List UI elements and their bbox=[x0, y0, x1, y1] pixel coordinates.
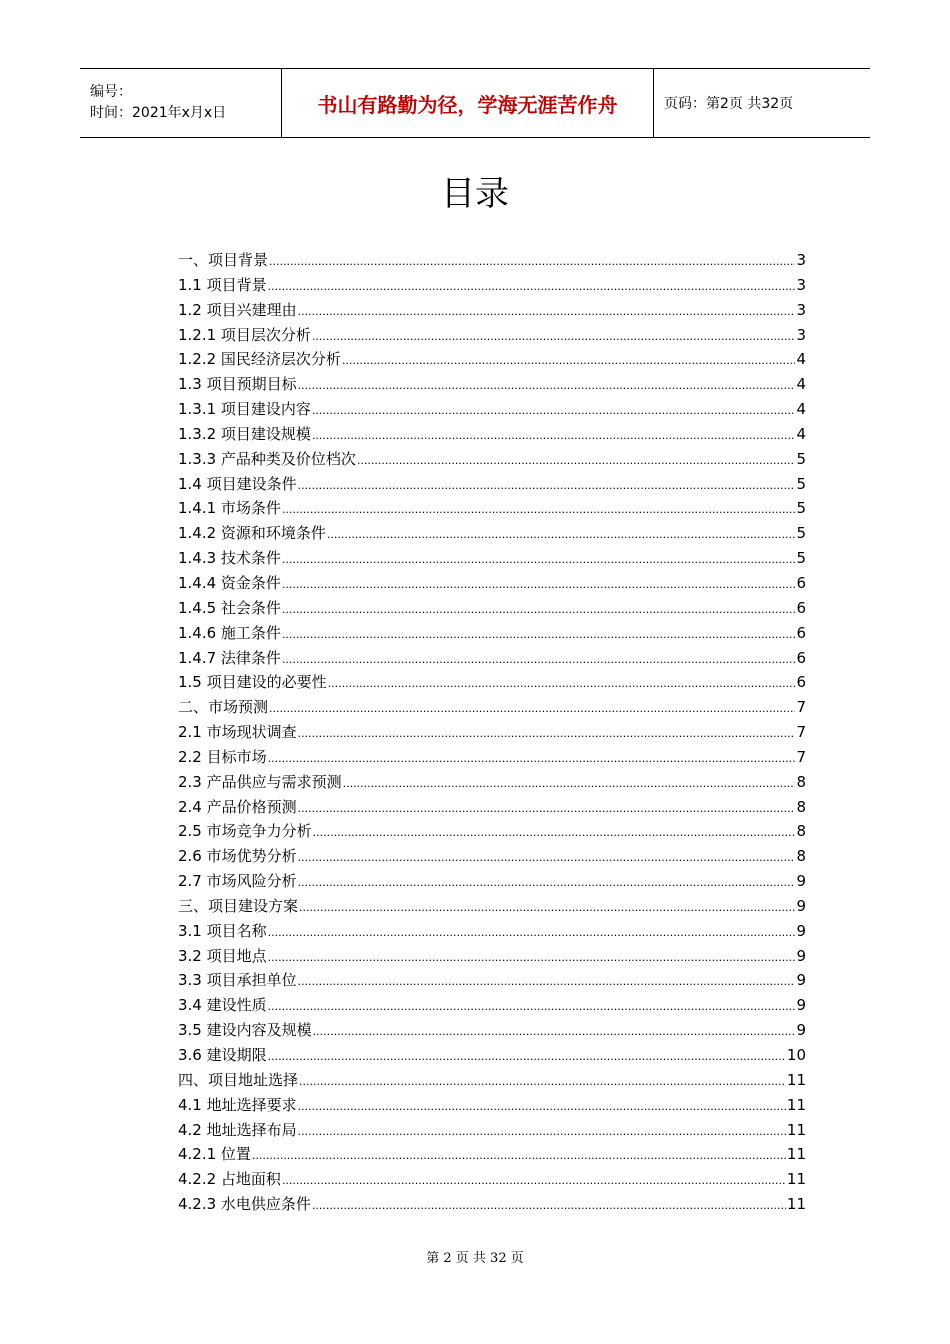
toc-entry[interactable] bbox=[178, 249, 806, 274]
toc-leader-dots bbox=[298, 876, 796, 889]
toc-entry[interactable] bbox=[178, 671, 806, 696]
toc-entry-label: 1.4.7 法律条件 bbox=[178, 648, 281, 667]
toc-entry-label: 1.5 项目建设的必要性 bbox=[178, 673, 327, 692]
toc-leader-dots bbox=[357, 454, 796, 467]
toc-entry-page: 5 bbox=[796, 524, 806, 543]
toc-entry-page: 9 bbox=[796, 872, 806, 891]
toc-entry-label: 4.2 地址选择布局 bbox=[178, 1120, 297, 1139]
toc-entry-label: 2.2 目标市场 bbox=[178, 747, 267, 766]
toc-entry-page: 3 bbox=[796, 300, 806, 319]
toc-entry-page: 9 bbox=[796, 921, 806, 940]
toc-entry[interactable] bbox=[178, 622, 806, 647]
toc-leader-dots bbox=[252, 1149, 786, 1162]
toc-leader-dots bbox=[343, 777, 796, 790]
toc-entry-page: 11 bbox=[786, 1120, 806, 1139]
toc-entry-page: 6 bbox=[796, 598, 806, 617]
toc-leader-dots bbox=[268, 1000, 796, 1013]
toc-entry-page: 4 bbox=[796, 350, 806, 369]
toc-entry-page: 7 bbox=[796, 723, 806, 742]
toc-entry-label: 1.2.1 项目层次分析 bbox=[178, 325, 311, 344]
toc-entry-label: 1.2 项目兴建理由 bbox=[178, 300, 297, 319]
toc-entry-label: 3.5 建设内容及规模 bbox=[178, 1021, 312, 1040]
toc-entry-page: 8 bbox=[796, 847, 806, 866]
toc-entry[interactable] bbox=[178, 771, 806, 796]
toc-entry[interactable] bbox=[178, 324, 806, 349]
toc-leader-dots bbox=[268, 280, 796, 293]
toc-leader-dots bbox=[312, 330, 796, 343]
toc-entry-page: 9 bbox=[796, 971, 806, 990]
toc-entry[interactable] bbox=[178, 820, 806, 845]
toc-entry-page: 10 bbox=[786, 1046, 806, 1064]
toc-entry-label: 1.4.6 施工条件 bbox=[178, 623, 281, 642]
toc-entry-page: 3 bbox=[796, 325, 806, 344]
toc-leader-dots bbox=[268, 926, 796, 939]
toc-leader-dots bbox=[282, 503, 796, 516]
toc-entry-label: 2.7 市场风险分析 bbox=[178, 872, 297, 891]
toc-entry[interactable] bbox=[178, 547, 806, 572]
toc-leader-dots bbox=[298, 1100, 786, 1113]
toc-entry[interactable] bbox=[178, 572, 806, 597]
toc-entry[interactable] bbox=[178, 721, 806, 746]
toc-leader-dots bbox=[313, 1025, 796, 1038]
toc-entry[interactable] bbox=[178, 373, 806, 398]
toc-entry-label: 1.2.2 国民经济层次分析 bbox=[178, 350, 341, 369]
toc-leader-dots bbox=[269, 702, 795, 715]
toc-entry[interactable] bbox=[178, 1143, 806, 1168]
toc-entry-page: 8 bbox=[796, 772, 806, 791]
toc-leader-dots bbox=[298, 305, 796, 318]
toc-leader-dots bbox=[298, 727, 796, 740]
toc-entry[interactable] bbox=[178, 448, 806, 473]
toc-entry-page: 5 bbox=[796, 499, 806, 518]
toc-entry[interactable] bbox=[178, 870, 806, 895]
toc-entry-label: 2.3 产品供应与需求预测 bbox=[178, 772, 342, 791]
toc-entry-page: 9 bbox=[796, 996, 806, 1015]
toc-leader-dots bbox=[312, 1199, 786, 1212]
toc-entry-label: 一、项目背景 bbox=[178, 251, 269, 269]
toc-entry-page: 8 bbox=[796, 797, 806, 816]
toc-entry-label: 1.1 项目背景 bbox=[178, 275, 267, 294]
toc-entry[interactable] bbox=[178, 348, 806, 373]
toc-entry[interactable] bbox=[178, 1193, 806, 1218]
toc-leader-dots bbox=[298, 802, 796, 815]
header-meta bbox=[80, 69, 282, 137]
toc-entry[interactable] bbox=[178, 895, 806, 920]
toc-entry-page: 4 bbox=[796, 424, 806, 443]
toc-leader-dots bbox=[282, 553, 796, 566]
header-motto: 书山有路勤为径，学海无涯苦作舟 bbox=[282, 69, 654, 137]
toc-leader-dots bbox=[282, 578, 796, 591]
toc-entry-label: 1.4.3 技术条件 bbox=[178, 549, 281, 568]
toc-entry-page: 8 bbox=[796, 822, 806, 841]
toc-entry[interactable] bbox=[178, 994, 806, 1019]
toc-entry-label: 1.3.1 项目建设内容 bbox=[178, 400, 311, 419]
toc-leader-dots bbox=[268, 752, 796, 765]
document-date: 时间：2021年x月x日 bbox=[90, 105, 227, 121]
toc-entry-label: 3.6 建设期限 bbox=[178, 1046, 267, 1064]
toc-leader-dots bbox=[298, 975, 796, 988]
toc-entry[interactable] bbox=[178, 746, 806, 771]
toc-entry-page: 6 bbox=[796, 673, 806, 692]
toc-leader-dots bbox=[327, 528, 796, 541]
toc-entry-label: 1.4.1 市场条件 bbox=[178, 499, 281, 518]
toc-entry-page: 11 bbox=[786, 1145, 806, 1164]
toc-entry[interactable] bbox=[178, 969, 806, 994]
toc-leader-dots bbox=[282, 603, 796, 616]
toc-entry-label: 3.3 项目承担单位 bbox=[178, 971, 297, 990]
toc-entry[interactable] bbox=[178, 647, 806, 672]
toc-leader-dots bbox=[282, 628, 796, 641]
toc-entry[interactable] bbox=[178, 299, 806, 324]
toc-entry[interactable] bbox=[178, 1094, 806, 1119]
page-header bbox=[80, 68, 870, 138]
toc-entry[interactable] bbox=[178, 920, 806, 945]
toc-entry-label: 1.3 项目预期目标 bbox=[178, 375, 297, 394]
toc-entry[interactable] bbox=[178, 845, 806, 870]
toc-leader-dots bbox=[268, 951, 796, 964]
toc-entry[interactable] bbox=[178, 497, 806, 522]
toc-entry-label: 二、市场预测 bbox=[178, 698, 269, 717]
toc-entry-page: 5 bbox=[796, 449, 806, 468]
toc-entry-page: 7 bbox=[796, 698, 806, 717]
toc-entry[interactable] bbox=[178, 274, 806, 299]
toc-leader-dots bbox=[328, 677, 796, 690]
toc-entry-label: 3.1 项目名称 bbox=[178, 921, 267, 940]
toc-entry-label: 3.4 建设性质 bbox=[178, 996, 267, 1015]
toc-entry[interactable] bbox=[178, 597, 806, 622]
toc-entry-page: 11 bbox=[786, 1070, 806, 1089]
toc-entry-page: 11 bbox=[786, 1195, 806, 1214]
toc-leader-dots bbox=[298, 479, 796, 492]
toc-entry-label: 1.3.2 项目建设规模 bbox=[178, 424, 311, 443]
toc-entry-page: 9 bbox=[796, 946, 806, 965]
toc-leader-dots bbox=[298, 379, 796, 392]
toc-entry-label: 三、项目建设方案 bbox=[178, 896, 299, 915]
toc-entry-page: 6 bbox=[796, 623, 806, 642]
toc-leader-dots bbox=[299, 1075, 786, 1088]
toc-entry-label: 1.4.5 社会条件 bbox=[178, 598, 281, 617]
table-of-contents bbox=[178, 249, 806, 1218]
toc-entry-page: 11 bbox=[786, 1095, 806, 1114]
toc-entry-page: 4 bbox=[796, 400, 806, 419]
toc-leader-dots bbox=[282, 1174, 786, 1187]
toc-leader-dots bbox=[313, 826, 796, 839]
toc-entry-page: 4 bbox=[796, 375, 806, 394]
toc-entry-label: 3.2 项目地点 bbox=[178, 946, 267, 965]
toc-entry[interactable] bbox=[178, 423, 806, 448]
toc-entry-label: 4.2.2 占地面积 bbox=[178, 1170, 281, 1189]
toc-entry-page: 9 bbox=[796, 1021, 806, 1040]
toc-leader-dots bbox=[298, 1125, 786, 1138]
toc-leader-dots bbox=[298, 851, 796, 864]
document-number: 编号： bbox=[90, 84, 132, 100]
header-page-number: 页码：第2页 共32页 bbox=[664, 96, 794, 112]
page-title: 目录 bbox=[441, 174, 509, 214]
toc-leader-dots bbox=[312, 429, 796, 442]
toc-entry-label: 4.2.1 位置 bbox=[178, 1145, 251, 1164]
toc-entry[interactable] bbox=[178, 1019, 806, 1044]
toc-entry[interactable] bbox=[178, 398, 806, 423]
toc-entry-label: 2.4 产品价格预测 bbox=[178, 797, 297, 816]
toc-leader-dots bbox=[282, 653, 796, 666]
toc-entry[interactable] bbox=[178, 1168, 806, 1193]
toc-entry-page: 6 bbox=[796, 648, 806, 667]
toc-entry-page: 5 bbox=[796, 549, 806, 568]
toc-leader-dots bbox=[268, 1050, 786, 1063]
toc-entry-page: 5 bbox=[796, 474, 806, 493]
toc-entry-label: 1.3.3 产品种类及价位档次 bbox=[178, 449, 356, 468]
toc-entry-page: 7 bbox=[796, 747, 806, 766]
toc-entry-label: 2.1 市场现状调查 bbox=[178, 723, 297, 742]
toc-entry-page: 3 bbox=[796, 251, 806, 269]
toc-entry-label: 四、项目地址选择 bbox=[178, 1070, 299, 1089]
toc-entry-page: 3 bbox=[796, 275, 806, 294]
toc-leader-dots bbox=[342, 354, 796, 367]
page-footer: 第 2 页 共 32 页 bbox=[426, 1251, 524, 1266]
toc-leader-dots bbox=[269, 255, 795, 268]
toc-entry[interactable] bbox=[178, 1069, 806, 1094]
toc-entry[interactable] bbox=[178, 945, 806, 970]
toc-entry-label: 2.5 市场竞争力分析 bbox=[178, 822, 312, 841]
toc-entry[interactable] bbox=[178, 1044, 806, 1069]
toc-leader-dots bbox=[312, 404, 796, 417]
toc-entry-page: 11 bbox=[786, 1170, 806, 1189]
toc-entry-page: 6 bbox=[796, 573, 806, 592]
toc-entry-label: 1.4.2 资源和环境条件 bbox=[178, 524, 326, 543]
toc-entry-label: 1.4 项目建设条件 bbox=[178, 474, 297, 493]
toc-entry[interactable] bbox=[178, 796, 806, 821]
toc-entry-page: 9 bbox=[796, 896, 806, 915]
toc-entry[interactable] bbox=[178, 522, 806, 547]
toc-entry[interactable] bbox=[178, 473, 806, 498]
toc-entry[interactable] bbox=[178, 1119, 806, 1144]
toc-entry-label: 2.6 市场优势分析 bbox=[178, 847, 297, 866]
toc-entry[interactable] bbox=[178, 696, 806, 721]
toc-entry-label: 1.4.4 资金条件 bbox=[178, 573, 281, 592]
toc-entry-label: 4.1 地址选择要求 bbox=[178, 1095, 297, 1114]
toc-leader-dots bbox=[299, 901, 795, 914]
toc-entry-label: 4.2.3 水电供应条件 bbox=[178, 1195, 311, 1214]
